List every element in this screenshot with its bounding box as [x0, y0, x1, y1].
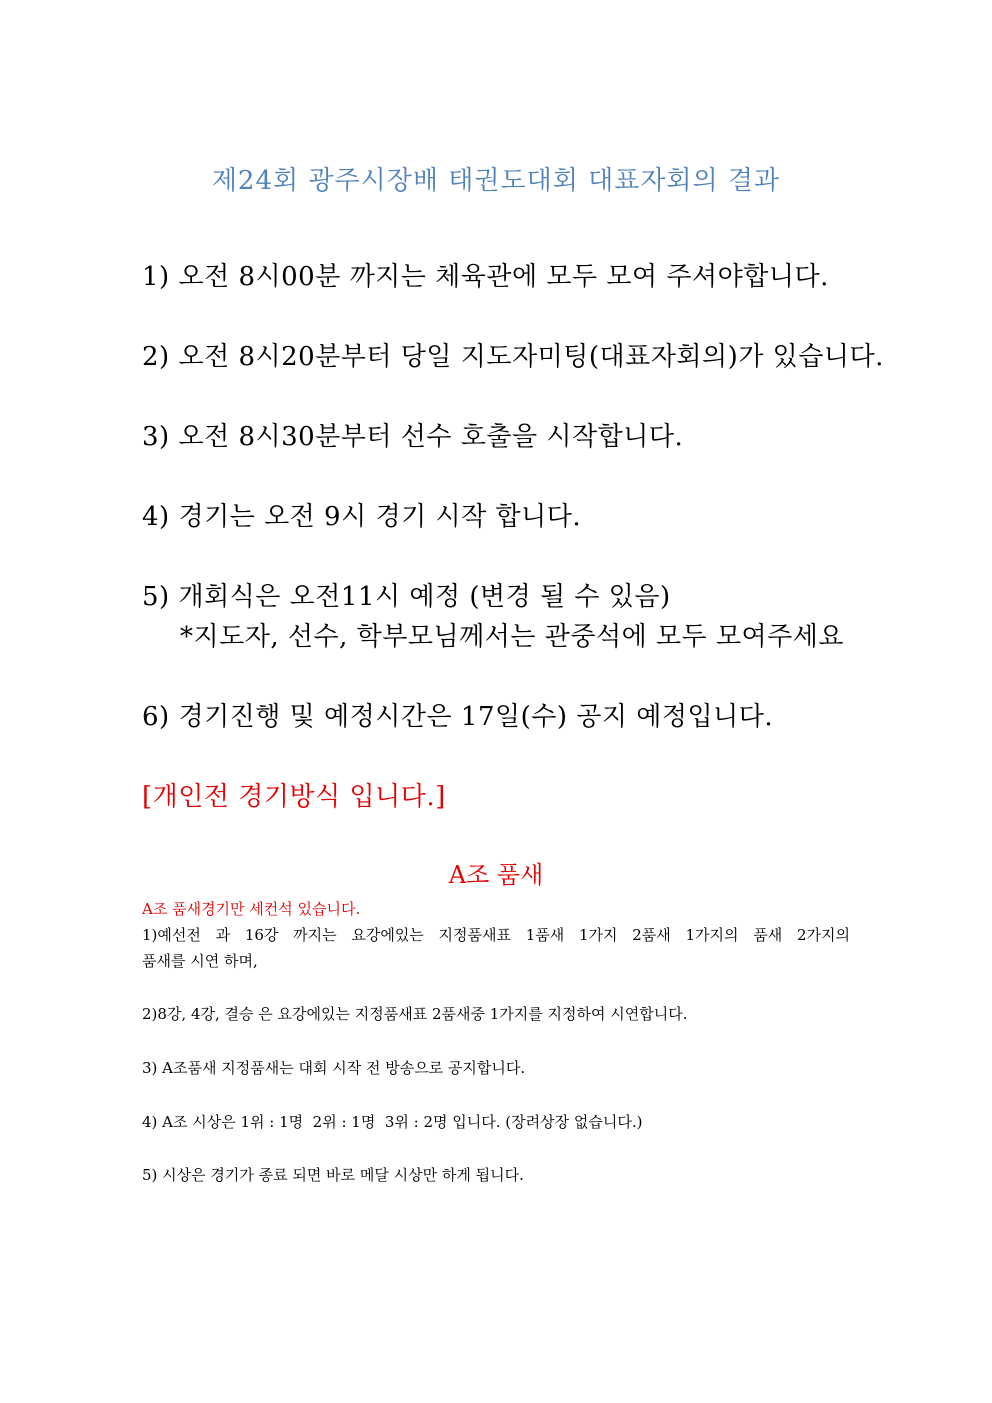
- poomsae-rule-4: 4) A조 시상은 1위 : 1명 2위 : 1명 3위 : 2명 입니다. (장려상장 없습니다.): [142, 1113, 643, 1131]
- poomsae-rule-5: 5) 시상은 경기가 종료 되면 바로 메달 시상만 하게 됩니다.: [142, 1166, 524, 1184]
- notice-5: 5) 개회식은 오전11시 예정 (변경 될 수 있음): [142, 582, 671, 612]
- notice-2: 2) 오전 8시20분부터 당일 지도자미팅(대표자회의)가 있습니다.: [142, 342, 884, 372]
- poomsae-heading: A조 품새: [448, 861, 544, 889]
- poomsae-rule-1-cont: 품새를 시연 하며,: [142, 952, 258, 970]
- notice-6: 6) 경기진행 및 예정시간은 17일(수) 공지 예정입니다.: [142, 702, 774, 732]
- notice-3: 3) 오전 8시30분부터 선수 호출을 시작합니다.: [142, 422, 684, 452]
- page-title: 제24회 광주시장배 태권도대회 대표자회의 결과: [211, 166, 781, 196]
- notice-5-note: *지도자, 선수, 학부모님께서는 관중석에 모두 모여주세요: [180, 622, 845, 652]
- poomsae-seeded-note: A조 품새경기만 세컨석 있습니다.: [142, 900, 361, 918]
- poomsae-rule-2: 2)8강, 4강, 결승 은 요강에있는 지정품새표 2품새중 1가지를 지정하여 시연합니다.: [142, 1005, 688, 1023]
- poomsae-rule-1: 1)예선전 과 16강 까지는 요강에있는 지정품새표 1품새 1가지 2품새 1가지의 품새 2가지의: [142, 926, 850, 944]
- individual-notice: [개인전 경기방식 입니다.]: [142, 782, 446, 812]
- poomsae-rule-3: 3) A조품새 지정품새는 대회 시작 전 방송으로 공지합니다.: [142, 1059, 526, 1077]
- notice-4: 4) 경기는 오전 9시 경기 시작 합니다.: [142, 502, 582, 532]
- notice-1: 1) 오전 8시00분 까지는 체육관에 모두 모여 주셔야합니다.: [142, 262, 829, 292]
